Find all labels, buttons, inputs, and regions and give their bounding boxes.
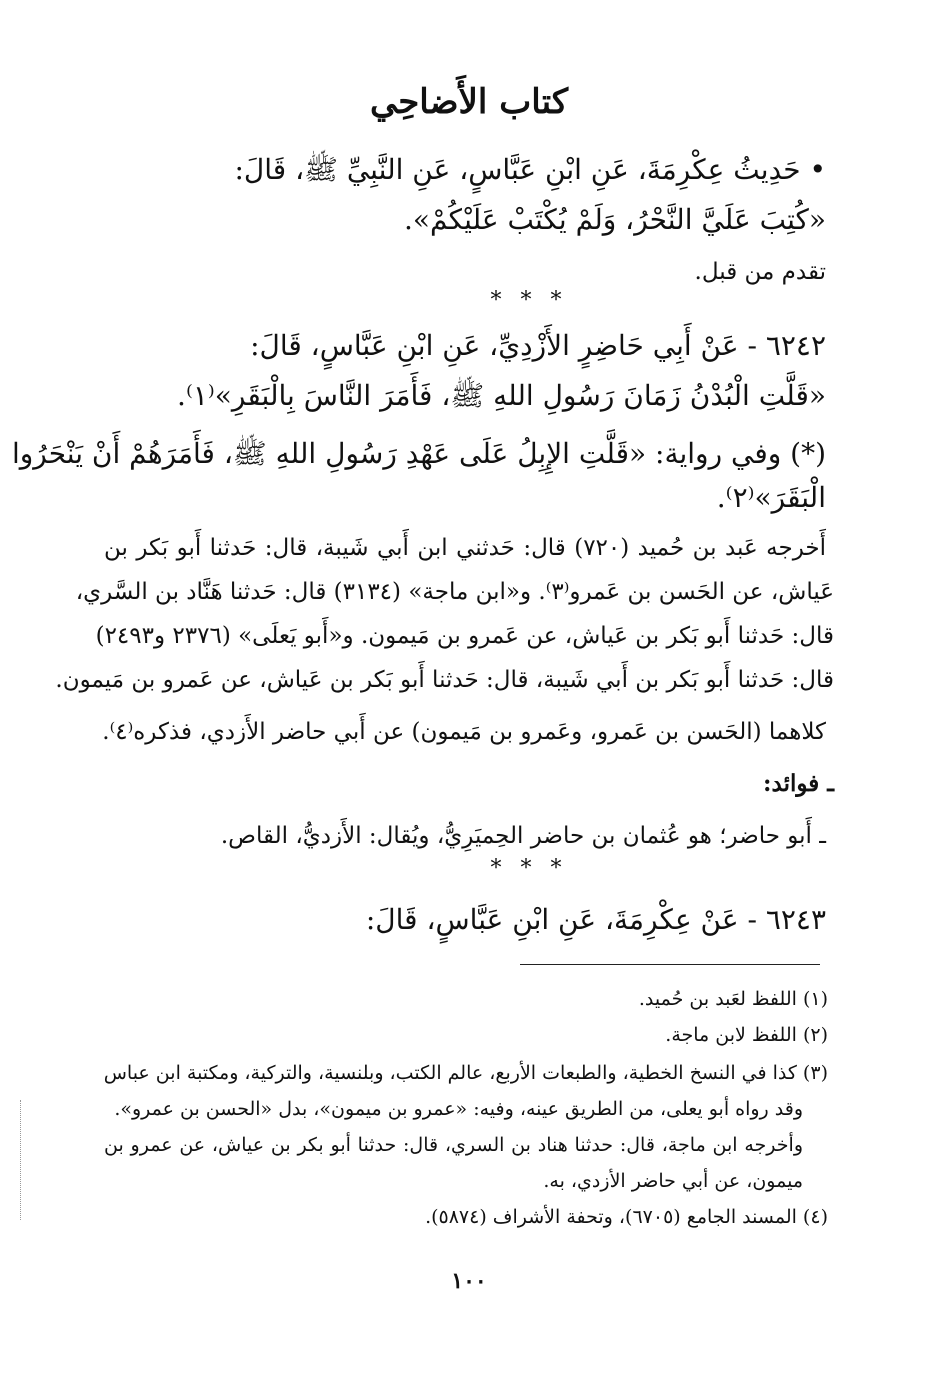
takhrij-line: عَياش، عن الحَسن بن عَمرو⁽٣⁾. و«ابن ماجة» (٣١٣٤) قال: حَدثنا هَنَّاد بن السَّري، (75, 579, 834, 605)
hadith-6242-variant-cont: الْبَقَرَ»⁽٢⁾. (716, 481, 826, 514)
footnote-3: (٣) كذا في النسخ الخطية، والطبعات الأربع، عالم الكتب، وبلنسية، والتركية، ومكتبة ابن عباس (103, 1062, 828, 1084)
section-separator: * * * (490, 288, 568, 313)
footnote-divider (520, 964, 820, 965)
takhrij-line: قال: حَدثنا أَبو بَكر بن أَبي شَيبة، قال: حَدثنا أَبو بَكر بن عَياش، عن عَمرو بن مَيمون. (55, 667, 834, 693)
fawaid-line: ـ أَبو حاضر؛ هو عُثمان بن حاضر الحِميَرِيُّ، ويُقال: الأَزديُّ، القاص. (220, 823, 826, 849)
hadith-6242-variant: (*) وفي رواية: «قَلَّتِ الإِبِلُ عَلَى عَهْدِ رَسُولِ اللهِ ﷺ، فَأَمَرَهُمْ أَنْ يَنْحَرُوا (11, 437, 826, 470)
hadith-6243-header: ٦٢٤٣ - عَنْ عِكْرِمَةَ، عَنِ ابْنِ عَبَّاسٍ، قَالَ: (365, 903, 826, 936)
footnote-3-cont: ميمون، عن أبي حاضر الأزدي، به. (543, 1170, 803, 1192)
hadith-intro-line: • حَدِيثُ عِكْرِمَةَ، عَنِ ابْنِ عَبَّاسٍ، عَنِ النَّبِيِّ ﷺ، قَالَ: (234, 153, 826, 186)
hadith-6242-header: ٦٢٤٢ - عَنْ أَبِي حَاضِرٍ الأَزْدِيِّ، عَنِ ابْنِ عَبَّاسٍ، قَالَ: (250, 329, 826, 362)
page-number: ١٠٠ (451, 1268, 487, 1294)
footnote-2: (٢) اللفظ لابن ماجة. (665, 1024, 828, 1046)
footnote-4: (٤) المسند الجامع (٦٧٠٥)، وتحفة الأشراف (٥٨٧٤). (425, 1206, 828, 1228)
chapter-title: كتاب الأَضاحِي (369, 82, 569, 122)
hadith-6242-text: «قَلَّتِ الْبُدْنُ زَمَانَ رَسُولِ اللهِ ﷺ، فَأَمَرَ النَّاسَ بِالْبَقَرِ»⁽١⁾. (177, 379, 826, 412)
takhrij-line: قال: حَدثنا أَبو بَكر بن عَياش، عن عَمرو بن مَيمون. و«أَبو يَعلَى» (٢٣٧٦ و٢٤٩٣) (95, 623, 834, 649)
takhrij-line: أَخرجه عَبد بن حُميد (٧٢٠) قال: حَدثني ابن أَبي شَيبة، قال: حَدثنا أَبو بَكر بن (104, 535, 826, 561)
hadith-text-line: «كُتِبَ عَلَيَّ النَّحْرُ، وَلَمْ يُكْتَبْ عَلَيْكُمْ». (404, 203, 826, 236)
scan-margin-mark (20, 1100, 22, 1220)
footnote-3-cont: وأخرجه ابن ماجة، قال: حدثنا هناد بن السري، قال: حدثنا أبو بكر بن عياش، عن عمرو بن (104, 1134, 803, 1156)
footnote-1: (١) اللفظ لعَبد بن حُميد. (638, 988, 828, 1010)
note-line: تقدم من قبل. (694, 259, 826, 285)
footnote-3-cont: وقد رواه أبو يعلى، من الطريق عينه، وفيه: «عمرو بن ميمون»، بدل «الحسن بن عمرو». (114, 1098, 803, 1120)
section-separator: * * * (490, 856, 568, 881)
fawaid-heading: ـ فوائد: (763, 770, 834, 797)
takhrij-summary: كلاهما (الحَسن بن عَمرو، وعَمرو بن مَيمون) عن أَبي حاضر الأَزدي، فذكره⁽٤⁾. (102, 719, 826, 745)
